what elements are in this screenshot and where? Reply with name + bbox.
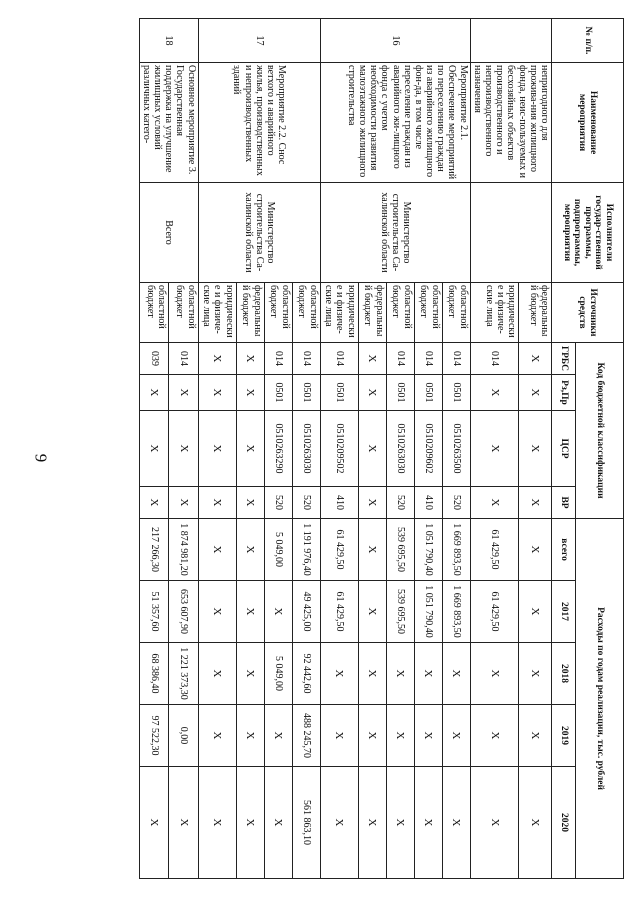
cell-2020: Х (264, 767, 292, 879)
cell-rzpr: 0501 (414, 375, 442, 411)
cell-grbs: 014 (169, 343, 198, 375)
cell-csr: 0510263290 (264, 411, 292, 487)
cell-num: 16 (320, 19, 470, 63)
header-name: Наименование мероприятия (552, 63, 624, 183)
cell-2018: 5 049,00 (264, 643, 292, 705)
cell-csr: Х (169, 411, 198, 487)
cell-vr: 410 (320, 487, 358, 519)
cell-source: областной бюджет (386, 283, 414, 343)
cell-2018: Х (198, 643, 236, 705)
cell-csr: 0510209602 (414, 411, 442, 487)
cell-2020: Х (320, 767, 358, 879)
cell-2018: 68 386,40 (139, 643, 168, 705)
page-number: 9 (31, 453, 51, 463)
cell-csr: Х (358, 411, 386, 487)
table-row (169, 19, 198, 879)
header-2020: 2020 (552, 767, 576, 879)
cell-csr: Х (519, 411, 552, 487)
cell-executor: Министерство строительства Са-халинской области (320, 183, 470, 283)
cell-num: 17 (198, 19, 320, 63)
cell-2018: Х (519, 643, 552, 705)
cell-rzpr: Х (519, 375, 552, 411)
cell-total: 61 429,50 (470, 519, 519, 581)
cell-csr: 0510263030 (292, 411, 320, 487)
cell-executor: Министерство строительства Са-халинской области (198, 183, 320, 283)
cell-grbs: 014 (386, 343, 414, 375)
header-csr: ЦСР (552, 411, 576, 487)
cell-grbs: Х (519, 343, 552, 375)
cell-rzpr: 0501 (320, 375, 358, 411)
cell-rzpr: 0501 (264, 375, 292, 411)
cell-csr: 0510209502 (320, 411, 358, 487)
cell-2017: 653 607,90 (169, 581, 198, 643)
cell-2017: 1 669 893,50 (442, 581, 470, 643)
cell-total: Х (519, 519, 552, 581)
cell-source: областной бюджет (264, 283, 292, 343)
cell-2019: Х (414, 705, 442, 767)
cell-2018: Х (236, 643, 264, 705)
header-grbs: ГРБС (552, 343, 576, 375)
cell-2019: 488 245,70 (292, 705, 320, 767)
cell-2020: Х (386, 767, 414, 879)
cell-2019: Х (442, 705, 470, 767)
cell-2018: Х (442, 643, 470, 705)
cell-source: областной бюджет (442, 283, 470, 343)
cell-total: 61 429,50 (320, 519, 358, 581)
cell-source: юридические и физиче-ские лица (320, 283, 358, 343)
cell-2019: 0,00 (169, 705, 198, 767)
header-vr: ВР (552, 487, 576, 519)
cell-2017: Х (519, 581, 552, 643)
cell-csr: Х (139, 411, 168, 487)
cell-grbs: 014 (264, 343, 292, 375)
cell-2017: 539 695,50 (386, 581, 414, 643)
cell-2018: Х (470, 643, 519, 705)
cell-2020: Х (198, 767, 236, 879)
header-2017: 2017 (552, 581, 576, 643)
cell-grbs: 014 (414, 343, 442, 375)
table-row (292, 19, 320, 879)
cell-source: федеральный бюджет (236, 283, 264, 343)
cell-2019: Х (386, 705, 414, 767)
cell-2020: Х (139, 767, 168, 879)
header-executor: Исполнители государ-ственной программы, подпрограммы, мероприятия (552, 183, 624, 283)
cell-vr: 520 (264, 487, 292, 519)
cell-num (470, 19, 551, 63)
cell-total: 1 874 981,20 (169, 519, 198, 581)
cell-csr: 0510263030 (386, 411, 414, 487)
cell-executor: Всего (139, 183, 198, 283)
cell-2017: 61 429,50 (470, 581, 519, 643)
cell-grbs: 014 (470, 343, 519, 375)
cell-2018: Х (358, 643, 386, 705)
cell-grbs: Х (198, 343, 236, 375)
cell-vr: Х (139, 487, 168, 519)
rotated-page (92, 18, 624, 878)
cell-2017: Х (264, 581, 292, 643)
table-row (519, 19, 552, 879)
cell-rzpr: Х (470, 375, 519, 411)
cell-source: областной бюджет (169, 283, 198, 343)
cell-2020: Х (442, 767, 470, 879)
cell-2019: Х (519, 705, 552, 767)
cell-2020: Х (470, 767, 519, 879)
cell-2017: Х (358, 581, 386, 643)
header-source: Источники средств (552, 283, 624, 343)
cell-rzpr: 0501 (442, 375, 470, 411)
cell-rzpr: Х (169, 375, 198, 411)
cell-vr: Х (169, 487, 198, 519)
cell-2019: Х (264, 705, 292, 767)
header-num: № п/п. (552, 19, 624, 63)
cell-vr: Х (198, 487, 236, 519)
cell-total: 1 191 976,40 (292, 519, 320, 581)
cell-vr: 410 (414, 487, 442, 519)
cell-rzpr: Х (358, 375, 386, 411)
expense-table (139, 18, 624, 879)
cell-2018: Х (386, 643, 414, 705)
cell-2018: 92 442,60 (292, 643, 320, 705)
cell-total: Х (236, 519, 264, 581)
cell-total: 5 049,00 (264, 519, 292, 581)
cell-2020: Х (169, 767, 198, 879)
cell-rzpr: Х (236, 375, 264, 411)
header-2018: 2018 (552, 643, 576, 705)
cell-2018: 1 221 373,30 (169, 643, 198, 705)
cell-source: областной бюджет (139, 283, 168, 343)
cell-grbs: 014 (292, 343, 320, 375)
cell-total: 1 051 790,40 (414, 519, 442, 581)
cell-source: областной бюджет (292, 283, 320, 343)
cell-rzpr: Х (198, 375, 236, 411)
cell-csr: 0510263500 (442, 411, 470, 487)
cell-csr: Х (470, 411, 519, 487)
cell-source: юридические и физиче-ские лица (470, 283, 519, 343)
cell-total: 1 669 893,50 (442, 519, 470, 581)
table-row (442, 19, 470, 879)
cell-grbs: Х (236, 343, 264, 375)
cell-total: 539 695,50 (386, 519, 414, 581)
cell-2019: Х (358, 705, 386, 767)
cell-total: 217 266,30 (139, 519, 168, 581)
cell-num: 18 (139, 19, 198, 63)
cell-executor (470, 183, 551, 283)
header-rzpr: Рз,Пр (552, 375, 576, 411)
header-2019: 2019 (552, 705, 576, 767)
cell-grbs: 014 (320, 343, 358, 375)
cell-name: Мероприятие 2.2. Снос ветхого и аварийного жилья, производственных и непроизводственных зданий (198, 63, 320, 183)
cell-grbs: 014 (442, 343, 470, 375)
cell-2017: 51 357,60 (139, 581, 168, 643)
cell-name: Мероприятие 2.1. Обеспечение мероприятий по переселению граждан из аварийного жилищного фон-да, в том числе переселение граждан из аварийного жи-лищного фонда с учетом необходимости развития малоэтажного жилищного строительства (320, 63, 470, 183)
cell-2019: Х (470, 705, 519, 767)
cell-2017: 1 051 790,40 (414, 581, 442, 643)
cell-source: федеральный бюджет (519, 283, 552, 343)
cell-2017: Х (236, 581, 264, 643)
cell-rzpr: 0501 (386, 375, 414, 411)
cell-grbs: 039 (139, 343, 168, 375)
cell-2017: 49 425,00 (292, 581, 320, 643)
cell-source: юридические и физиче-ские лица (198, 283, 236, 343)
cell-2019: Х (198, 705, 236, 767)
cell-2020: Х (519, 767, 552, 879)
cell-2020: Х (236, 767, 264, 879)
cell-vr: 520 (292, 487, 320, 519)
cell-2017: 61 429,50 (320, 581, 358, 643)
cell-source: федеральный бюджет (358, 283, 386, 343)
cell-csr: Х (198, 411, 236, 487)
cell-2017: Х (198, 581, 236, 643)
cell-2020: 561 863,10 (292, 767, 320, 879)
cell-2019: Х (236, 705, 264, 767)
header-kbk: Код бюджетной классификации (576, 343, 624, 519)
cell-2020: Х (358, 767, 386, 879)
cell-rzpr: 0501 (292, 375, 320, 411)
cell-2019: 97 522,30 (139, 705, 168, 767)
cell-rzpr: Х (139, 375, 168, 411)
cell-grbs: Х (358, 343, 386, 375)
header-total: всего (552, 519, 576, 581)
cell-name: Основное мероприятие 3. Государственная поддержка на улучшение жилищных условий различных катего- (139, 63, 198, 183)
cell-2020: Х (414, 767, 442, 879)
cell-vr: Х (470, 487, 519, 519)
cell-total: Х (198, 519, 236, 581)
cell-vr: Х (236, 487, 264, 519)
cell-vr: 520 (442, 487, 470, 519)
header-expenses: Расходы по годам реализации, тыс. рублей (576, 519, 624, 879)
cell-source: областной бюджет (414, 283, 442, 343)
cell-vr: 520 (386, 487, 414, 519)
cell-vr: Х (519, 487, 552, 519)
cell-name: непригодного для прожива-ния жилищного фонда, неис-пользуемых и бесхозяйных объектов производственного и непроизводственного назначения (470, 63, 551, 183)
cell-total: Х (358, 519, 386, 581)
cell-2018: Х (320, 643, 358, 705)
cell-2019: Х (320, 705, 358, 767)
cell-csr: Х (236, 411, 264, 487)
cell-2018: Х (414, 643, 442, 705)
cell-vr: Х (358, 487, 386, 519)
